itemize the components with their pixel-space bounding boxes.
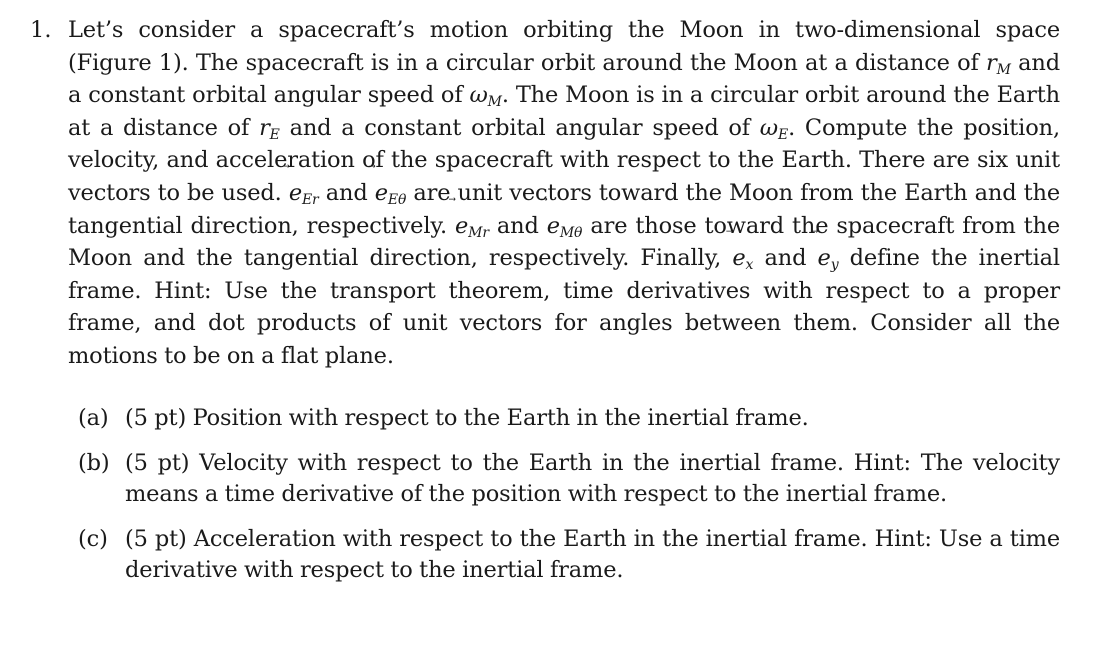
symbol-omega-e: $\omega_E$ — [759, 114, 789, 143]
vector-e-x: e $_x$ — [732, 245, 754, 274]
problem-1 — [30, 14, 1060, 600]
sub-question-b — [30, 448, 1060, 510]
statement-text: define the inertial frame. Hint: Use the transport theorem, time derivatives with respect to a proper frame, and dot products of unit vectors for angles between them. Consider all the motions to be on a flat plane. — [68, 245, 1060, 369]
sub-question-list — [30, 403, 1060, 586]
vector-e-mtheta: e $_{M\theta}$ — [546, 212, 583, 241]
statement-text: Let’s consider a spacecraft’s motion orbiting the Moon in two-dimensional space (Figure 1). The spacecraft is in a circular orbit around the Moon at a distance of — [68, 17, 1060, 76]
problem-number: 1. — [30, 17, 52, 43]
sub-question-c — [30, 524, 1060, 586]
sub-question-text: (5 pt) Position with respect to the Earth in the inertial frame. — [125, 404, 809, 431]
sub-question-label: (b) — [78, 449, 110, 476]
vector-e-mr: e $_{Mr}$ — [454, 212, 489, 241]
symbol-r-m: $r_M$ — [986, 49, 1011, 78]
statement-text: and — [496, 212, 539, 239]
statement-text: and a constant orbital angular speed of — [68, 49, 1060, 109]
symbol-r-e: $r_E$ — [259, 114, 280, 143]
statement-text: are those toward the spacecraft from the Moon and the tangential direction, respectively. Finally, — [68, 212, 1060, 272]
statement-text: and a constant orbital angular speed of — [289, 114, 750, 141]
vector-e-er: e $_{Er}$ — [288, 179, 319, 208]
sub-question-text: (5 pt) Velocity with respect to the Earth in the inertial frame. Hint: The velocity means a time derivative of the position with respect to the inertial frame. — [125, 449, 1060, 507]
symbol-omega-m: $\omega_M$ — [469, 82, 502, 111]
statement-text: and — [764, 245, 807, 272]
sub-question-a — [30, 403, 1060, 434]
statement-text: . The Moon is in a circular orbit around the Earth at a distance of — [68, 82, 1060, 141]
sub-question-label: (a) — [78, 404, 109, 431]
vector-e-etheta: e $_{E\theta}$ — [374, 179, 407, 208]
statement-text: are unit vectors toward the Moon from the Earth and the tangential direction, respectively. — [68, 179, 1060, 239]
statement-text: . Compute the position, velocity, and acceleration of the spacecraft with respect to the Earth. There are six unit vectors to be used. — [68, 114, 1060, 206]
problem-statement — [68, 14, 1060, 373]
vector-e-y: e $_y$ — [817, 245, 839, 274]
statement-text: and — [325, 179, 368, 206]
sub-question-text: (5 pt) Acceleration with respect to the Earth in the inertial frame. Hint: Use a time derivative with respect to the inertial frame. — [125, 525, 1060, 583]
sub-question-label: (c) — [78, 525, 108, 552]
